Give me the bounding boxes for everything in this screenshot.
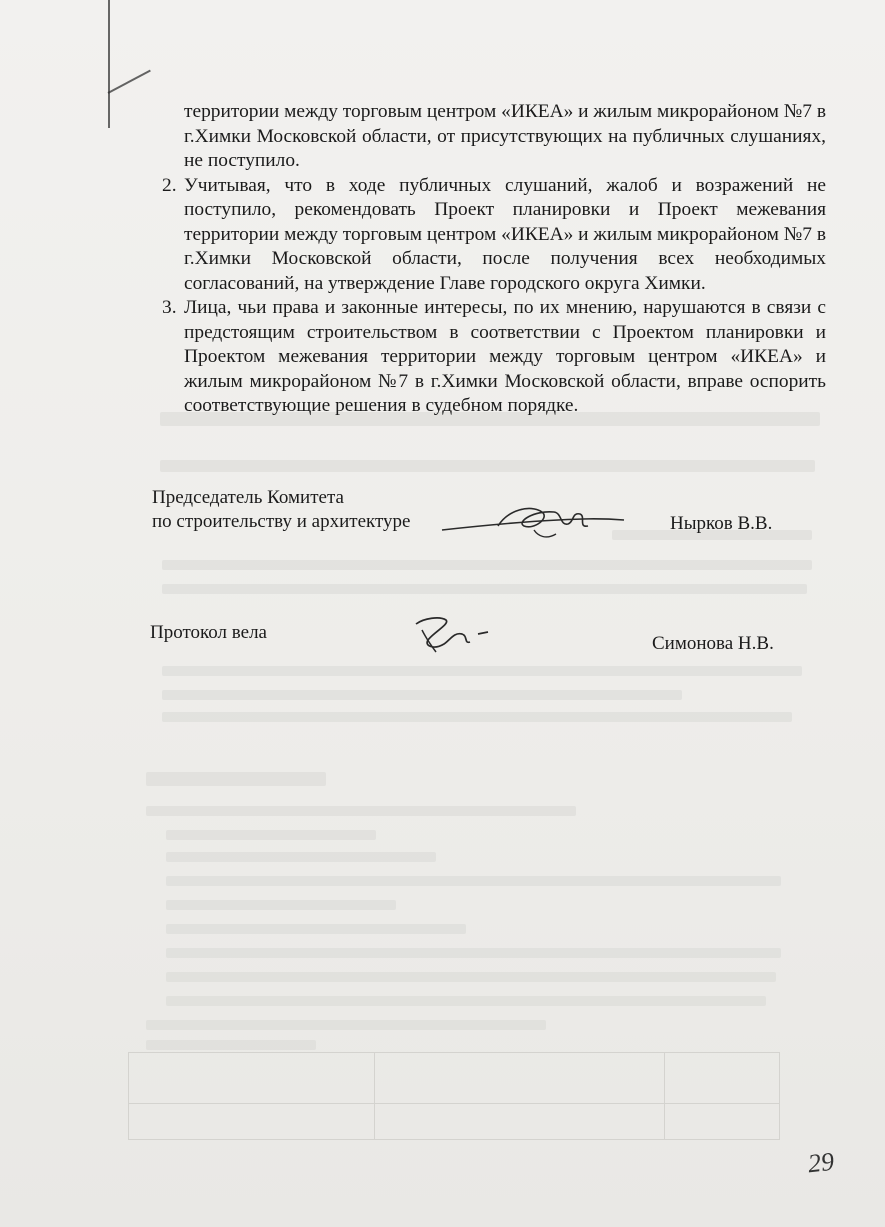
- bleed-through-block: [162, 584, 807, 594]
- bleed-through-block: [146, 806, 576, 816]
- bleed-through-block: [160, 460, 815, 472]
- chair-signature: [438, 500, 628, 544]
- chair-name: Нырков В.В.: [670, 513, 773, 534]
- bleed-through-block: [146, 1020, 546, 1030]
- chair-title: [152, 486, 410, 534]
- bleed-through-block: [166, 972, 776, 982]
- bleed-through-table-line: [374, 1053, 375, 1139]
- chair-title-line: по строительству и архитектуре: [152, 511, 411, 532]
- decision-item: [150, 174, 826, 297]
- secretary-signature: [410, 610, 500, 656]
- bleed-through-block: [166, 996, 766, 1006]
- bleed-through-block: [166, 924, 466, 934]
- decision-item-text: Лица, чьи права и законные интересы, по их мнению, нарушаются в связи с предстоящим строительством в соответствии с Проектом планировки и Проектом межевания территории между торговым центром «ИКЕА» и жилым микрорайоном №7 в г.Химки Московской области, вправе оспорить соответствующие решения в судебном порядке.: [184, 297, 826, 416]
- decision-item-number: 2.: [162, 174, 177, 196]
- bleed-through-block: [162, 690, 682, 700]
- decision-list: [150, 174, 826, 419]
- pen-stroke-mark: [108, 70, 151, 94]
- protocol-label: Протокол вела: [150, 622, 267, 643]
- bleed-through-block: [162, 712, 792, 722]
- bleed-through-block: [166, 900, 396, 910]
- bleed-through-block: [146, 1040, 316, 1050]
- bleed-through-block: [166, 948, 781, 958]
- bleed-through-table: [128, 1052, 780, 1140]
- decision-item-number: 3.: [162, 297, 177, 318]
- margin-fold-mark: [96, 0, 110, 128]
- bleed-through-block: [146, 772, 326, 786]
- decision-item: [150, 296, 826, 419]
- chair-title-line: Председатель Комитета: [152, 487, 344, 508]
- bleed-through-block: [166, 852, 436, 862]
- continued-paragraph: территории между торговым центром «ИКЕА» и жилым микрорайоном №7 в г.Химки Московской области, от присутствующих на публичных слушаниях, не поступило.: [184, 101, 826, 171]
- protocol-name: Симонова Н.В.: [652, 633, 774, 654]
- bleed-through-block: [162, 666, 802, 676]
- bleed-through-block: [166, 876, 781, 886]
- bleed-through-block: [162, 560, 812, 570]
- bleed-through-table-line: [664, 1053, 665, 1139]
- protocol-body: [150, 100, 826, 419]
- bleed-through-table-line: [129, 1103, 779, 1104]
- bleed-through-block: [166, 830, 376, 840]
- page-number: 29: [806, 1146, 836, 1179]
- decision-item-text: Учитывая, что в ходе публичных слушаний, жалоб и возражений не поступило, рекомендовать Проект планировки и Проект межевания территории между торговым центром «ИКЕА» и жилым микрорайоном №7 в г.Химки Московской области, после получения всех необходимых согласований, на утверждение Главе городского округа Химки.: [184, 174, 826, 294]
